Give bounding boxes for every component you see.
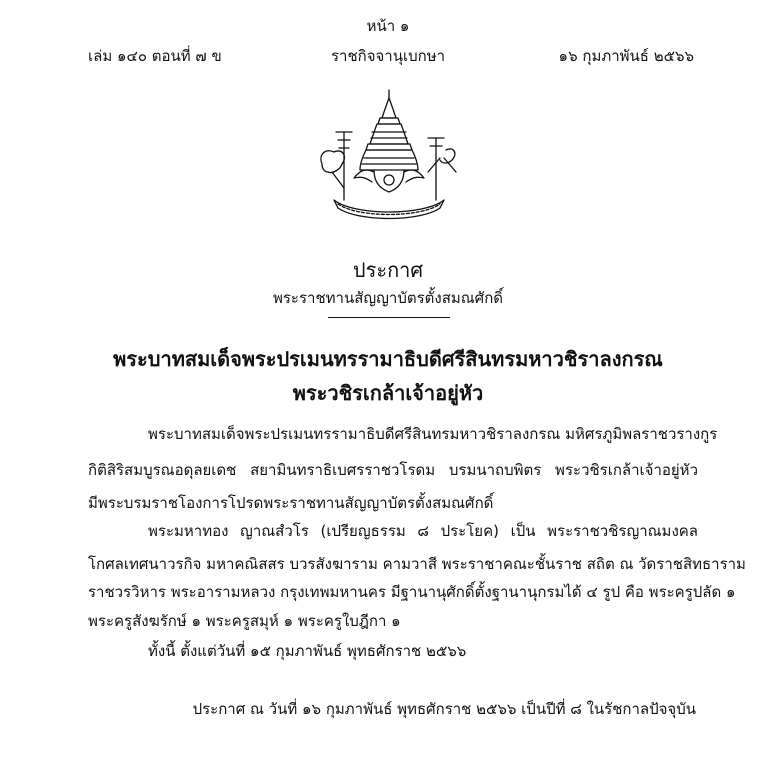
body-line: มีพระบรมราชโองการโปรดพระราชทานสัญญาบัตรตั้งสมณศักดิ์ [88, 494, 494, 512]
body-line: พระมหาทอง ญาณสํวโร (เปรียญธรรม ๘ ประโยค) เป็น พระราชวชิรญาณมงคล [148, 522, 698, 540]
document-type: ประกาศ [352, 258, 424, 282]
royal-emblem-icon [314, 88, 464, 228]
body-line: กิติสิริสมบูรณอดุลยเดช สยามินทราธิเบศรราชวโรดม บรมนาถบพิตร พระวชิรเกล้าเจ้าอยู่หัว [88, 461, 698, 479]
page-number: หน้า ๑ [366, 17, 410, 35]
royal-emblem-graphic [314, 88, 464, 228]
signature-date-line: ประกาศ ณ วันที่ ๑๖ กุมภาพันธ์ พุทธศักราช ๒๕๖๖ เป็นปีที่ ๘ ในรัชกาลปัจจุบัน [192, 700, 696, 718]
body-line: ทั้งนี้ ตั้งแต่วันที่ ๑๕ กุมภาพันธ์ พุทธศักราช ๒๕๖๖ [148, 642, 467, 660]
publication-date: ๑๖ กุมภาพันธ์ ๒๕๖๖ [558, 47, 694, 65]
body-line: ราชวรวิหาร พระอารามหลวง กรุงเทพมหานคร มีฐานานุศักดิ์ตั้งฐานานุกรมได้ ๔ รูป คือ พระครูปลัด ๑ [88, 583, 736, 601]
body-line: พระบาทสมเด็จพระปรเมนทรรามาธิบดีศรีสินทรมหาวชิราลงกรณ มหิศรภูมิพลราชวรางกูร [148, 425, 718, 443]
body-line: พระครูสังฆรักษ์ ๑ พระครูสมุห์ ๑ พระครูใบฎีกา ๑ [88, 612, 401, 630]
volume-issue: เล่ม ๑๔๐ ตอนที่ ๗ ข [88, 47, 222, 65]
king-title-line-2: พระวชิรเกล้าเจ้าอยู่หัว [292, 381, 484, 405]
document-subject: พระราชทานสัญญาบัตรตั้งสมณศักดิ์ [272, 289, 504, 307]
divider-rule [328, 317, 450, 318]
gazette-title: ราชกิจจานุเบกษา [330, 47, 446, 65]
body-line: โกศลเทศนาวรกิจ มหาคณิสสร บวรสังฆาราม คามวาสี พระราชาคณะชั้นราช สถิต ณ วัดราชสิทธาราม [88, 555, 746, 573]
king-title-line-1: พระบาทสมเด็จพระปรเมนทรรามาธิบดีศรีสินทรมหาวชิราลงกรณ [113, 347, 663, 371]
